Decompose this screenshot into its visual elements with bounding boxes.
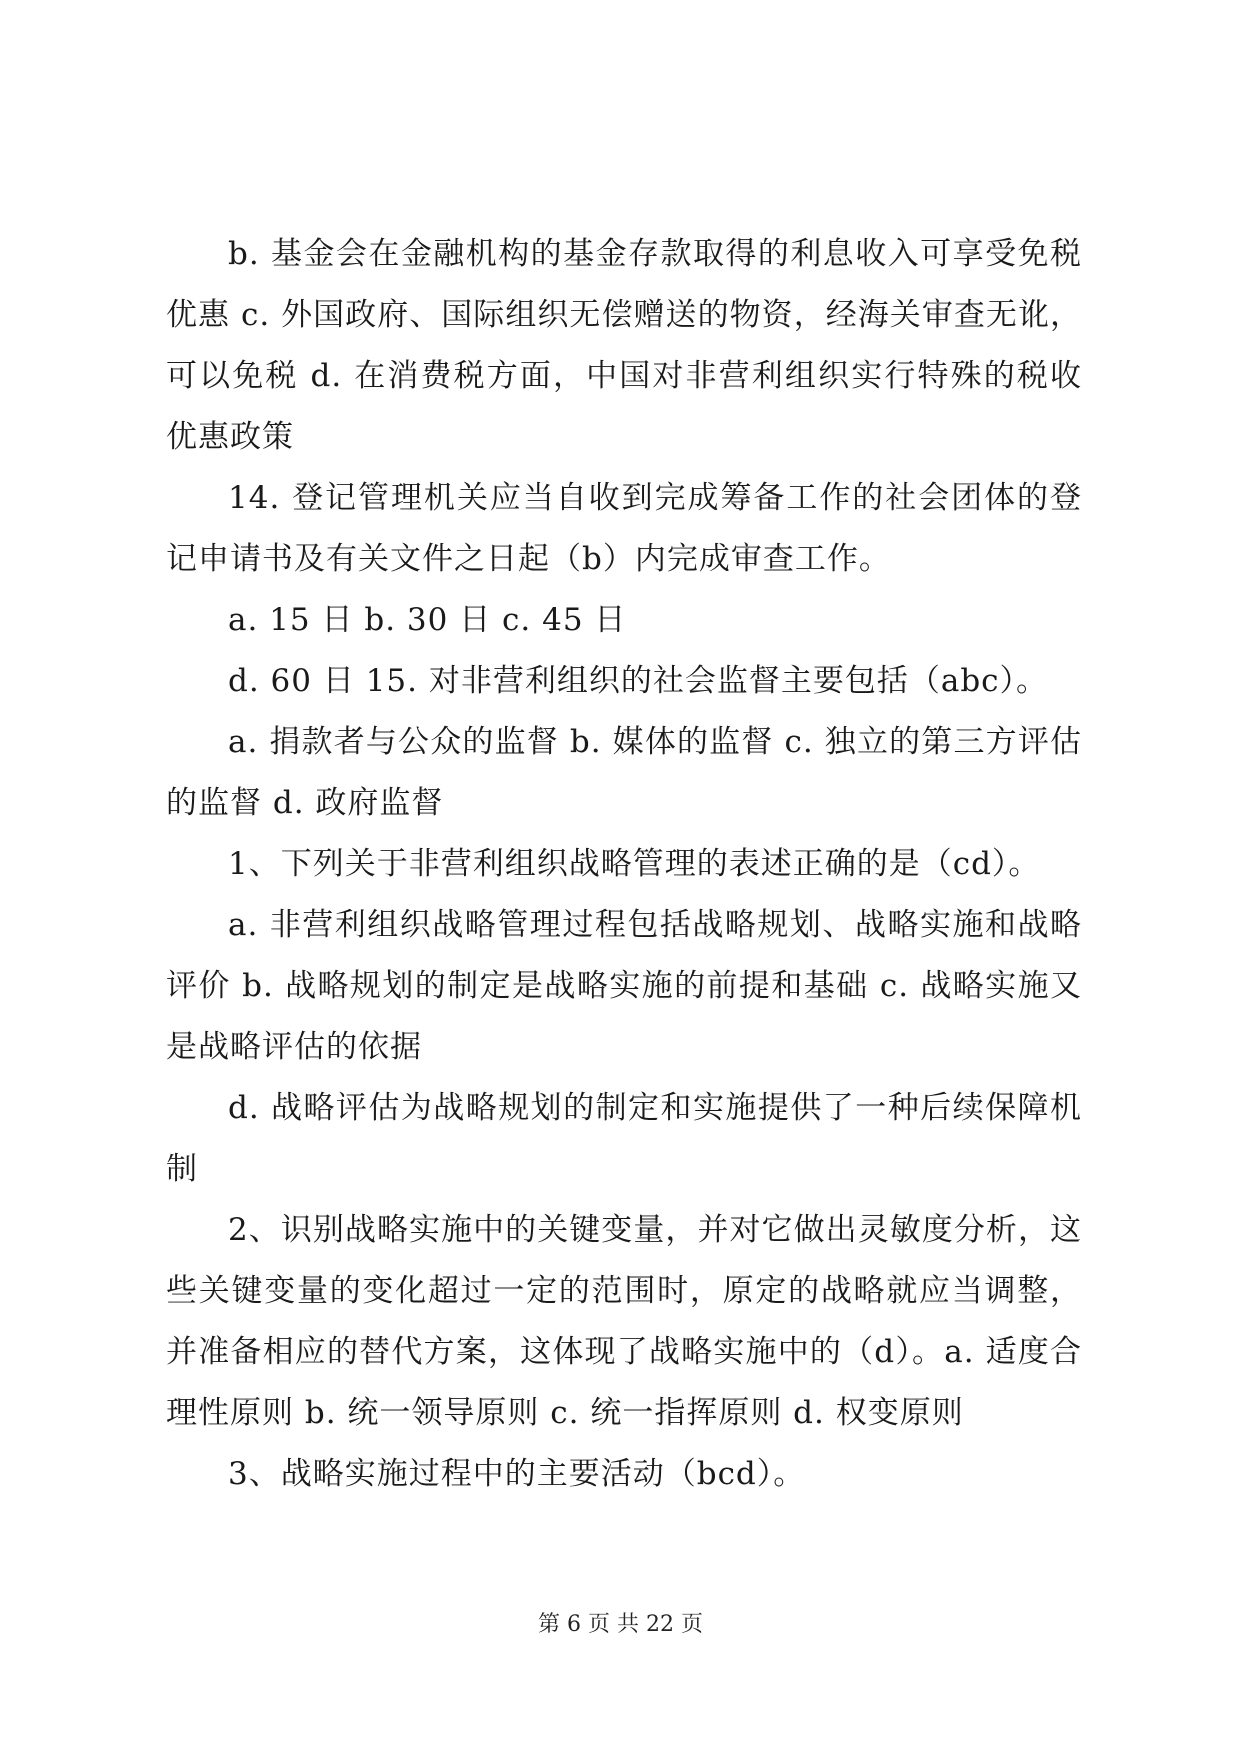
paragraph-8: d. 战略评估为战略规划的制定和实施提供了一种后续保障机制 bbox=[166, 1090, 1082, 1187]
paragraph-5: a. 捐款者与公众的监督 b. 媒体的监督 c. 独立的第三方评估的监督 d. 政府监督 bbox=[166, 724, 1082, 821]
paragraph-2: 14. 登记管理机关应当自收到完成筹备工作的社会团体的登记申请书及有关文件之日起（b）内完成审查工作。 bbox=[166, 480, 1082, 577]
paragraph-7: a. 非营利组织战略管理过程包括战略规划、战略实施和战略评价 b. 战略规划的制定是战略实施的前提和基础 c. 战略实施又是战略评估的依据 bbox=[166, 907, 1082, 1065]
paragraph-6: 1、下列关于非营利组织战略管理的表述正确的是（cd）。 bbox=[228, 846, 1041, 882]
page-footer: 第 6 页 共 22 页 bbox=[538, 1612, 703, 1637]
paragraph-10: 3、战略实施过程中的主要活动（bcd）。 bbox=[228, 1456, 806, 1492]
paragraph-1: b. 基金会在金融机构的基金存款取得的利息收入可享受免税优惠 c. 外国政府、国际组织无偿赠送的物资，经海关审查无讹，可以免税 d. 在消费税方面，中国对非营利组织实行特殊的税收优惠政策 bbox=[166, 236, 1082, 455]
paragraph-3: a. 15 日 b. 30 日 c. 45 日 bbox=[228, 602, 627, 638]
document-body bbox=[166, 224, 1082, 1505]
paragraph-4: d. 60 日 15. 对非营利组织的社会监督主要包括（abc）。 bbox=[228, 663, 1049, 699]
paragraph-9: 2、识别战略实施中的关键变量，并对它做出灵敏度分析，这些关键变量的变化超过一定的范围时，原定的战略就应当调整，并准备相应的替代方案，这体现了战略实施中的（d）。a. 适度合理性原则 b. 统一领导原则 c. 统一指挥原则 d. 权变原则 bbox=[166, 1212, 1082, 1431]
